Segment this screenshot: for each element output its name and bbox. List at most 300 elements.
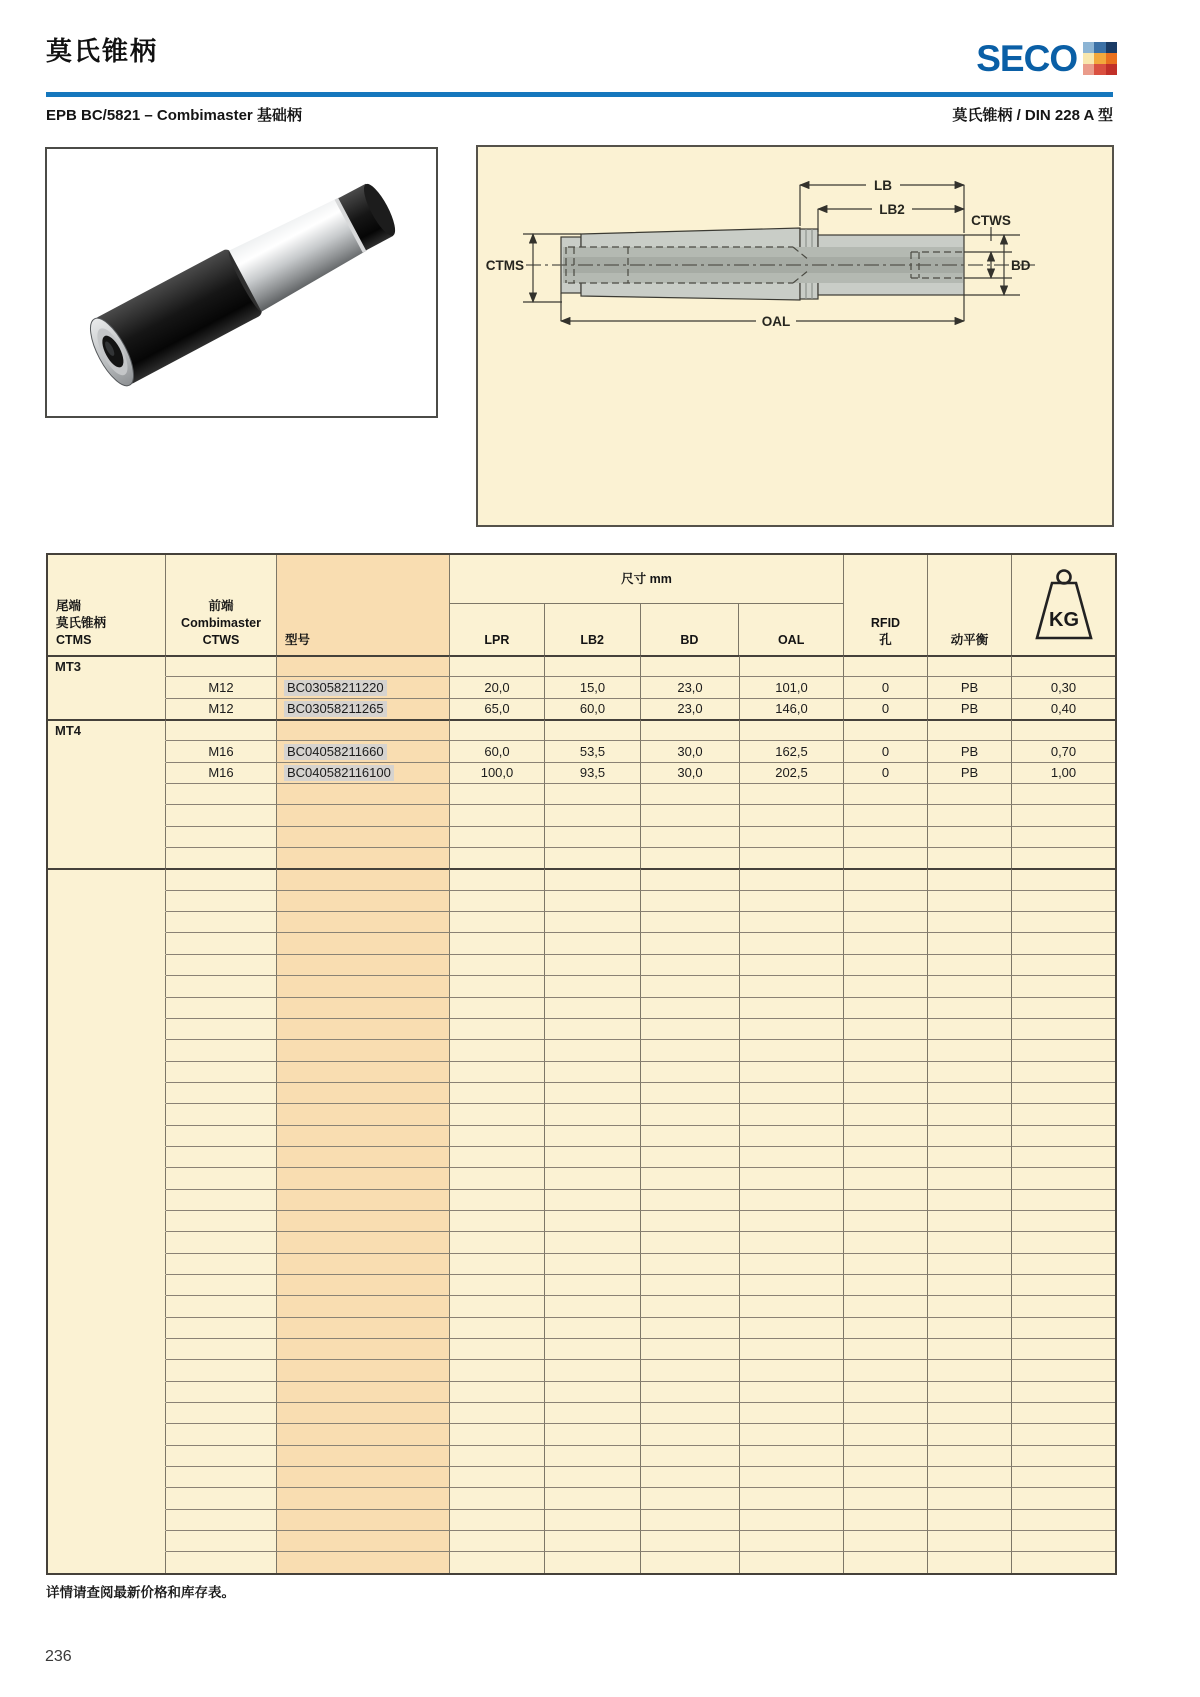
- cell-bd: 30,0: [641, 762, 740, 783]
- cell-model: [277, 1338, 450, 1359]
- cell-model: [277, 1487, 450, 1508]
- section-row-MT3: [48, 655, 1115, 676]
- product-row: [48, 698, 1115, 719]
- cell-rfid: [844, 1551, 928, 1572]
- product-photo-image: [47, 149, 436, 416]
- cell-lpr: [450, 997, 545, 1018]
- cell-oal: [740, 1274, 844, 1295]
- cell-rfid: [844, 1125, 928, 1146]
- cell-oal: [740, 1210, 844, 1231]
- sub-header: [46, 104, 1113, 125]
- header-ctms: 尾端 莫氏锥柄 CTMS: [48, 555, 166, 655]
- cell-ctms: [48, 1445, 166, 1466]
- cell-rfid: [844, 1103, 928, 1124]
- product-table: [46, 553, 1117, 1575]
- cell-lb2: [545, 1445, 641, 1466]
- cell-ctws: [166, 890, 277, 911]
- cell-ctws: [166, 997, 277, 1018]
- cell-ctws: [166, 1039, 277, 1060]
- cell-model: [277, 932, 450, 953]
- empty-row: [48, 954, 1115, 975]
- header-lb2: LB2: [545, 604, 641, 655]
- cell-oal: [740, 1402, 844, 1423]
- cell-ctms: [48, 1146, 166, 1167]
- svg-text:KG: KG: [1048, 609, 1079, 631]
- cell-lpr: [450, 1551, 545, 1572]
- header-rule: [46, 92, 1113, 97]
- cell-balance: [928, 997, 1012, 1018]
- cell-bd: [641, 997, 740, 1018]
- cell-bd: [641, 1189, 740, 1210]
- cell-model: [277, 1295, 450, 1316]
- cell-kg: [1012, 1189, 1115, 1210]
- cell-bd: [641, 1295, 740, 1316]
- cell-kg: 1,00: [1012, 762, 1115, 783]
- cell-rfid: [844, 1295, 928, 1316]
- cell-lb2: [545, 1061, 641, 1082]
- cell-balance: [928, 1103, 1012, 1124]
- header-dim-mm: 尺寸 mm: [450, 555, 843, 604]
- cell-lpr: [450, 890, 545, 911]
- cell-rfid: [844, 1167, 928, 1188]
- cell-lpr: [450, 1423, 545, 1444]
- cell-balance: [928, 1487, 1012, 1508]
- cell-lpr: [450, 1402, 545, 1423]
- cell-model: [277, 1082, 450, 1103]
- cell-model: [277, 1103, 450, 1124]
- cell-lb2: [545, 719, 641, 740]
- cell-lpr: [450, 1061, 545, 1082]
- cell-lb2: [545, 1487, 641, 1508]
- cell-balance: [928, 1423, 1012, 1444]
- cell-balance: [928, 719, 1012, 740]
- cell-bd: [641, 1509, 740, 1530]
- empty-row: [48, 932, 1115, 953]
- cell-bd: [641, 1274, 740, 1295]
- cell-model: [277, 1317, 450, 1338]
- empty-row: [48, 1125, 1115, 1146]
- cell-ctms: [48, 1509, 166, 1530]
- cell-lpr: [450, 1231, 545, 1252]
- cell-lpr: [450, 1359, 545, 1380]
- cell-ctws: [166, 719, 277, 740]
- cell-ctws: [166, 1103, 277, 1124]
- cell-rfid: [844, 1338, 928, 1359]
- cell-lpr: [450, 1082, 545, 1103]
- empty-row: [48, 1167, 1115, 1188]
- cell-bd: [641, 1445, 740, 1466]
- cell-rfid: [844, 954, 928, 975]
- cell-bd: [641, 1167, 740, 1188]
- cell-lb2: [545, 804, 641, 825]
- cell-rfid: [844, 1253, 928, 1274]
- logo-square-0-0: [1083, 42, 1094, 53]
- cell-lpr: [450, 1253, 545, 1274]
- cell-rfid: [844, 719, 928, 740]
- cell-oal: [740, 1295, 844, 1316]
- cell-lb2: [545, 1338, 641, 1359]
- cell-lb2: [545, 911, 641, 932]
- cell-lb2: [545, 1018, 641, 1039]
- cell-ctms: [48, 1018, 166, 1039]
- cell-bd: [641, 1231, 740, 1252]
- cell-kg: [1012, 890, 1115, 911]
- table-header: [48, 555, 1115, 655]
- cell-ctms: [48, 1274, 166, 1295]
- cell-rfid: 0: [844, 762, 928, 783]
- cell-ctws: [166, 1231, 277, 1252]
- cell-bd: [641, 1402, 740, 1423]
- cell-kg: [1012, 1018, 1115, 1039]
- cell-oal: [740, 1338, 844, 1359]
- cell-model: [277, 1018, 450, 1039]
- cell-kg: [1012, 1445, 1115, 1466]
- cell-ctws: [166, 1338, 277, 1359]
- cell-rfid: [844, 911, 928, 932]
- cell-kg: [1012, 1466, 1115, 1487]
- cell-lb2: [545, 1530, 641, 1551]
- empty-row: [48, 1018, 1115, 1039]
- cell-kg: [1012, 1125, 1115, 1146]
- cell-ctms: [48, 1039, 166, 1060]
- cell-ctms: [48, 1189, 166, 1210]
- empty-row: [48, 1402, 1115, 1423]
- cell-ctws: [166, 1253, 277, 1274]
- cell-bd: 23,0: [641, 698, 740, 719]
- empty-row: [48, 1551, 1115, 1572]
- model-code: BC04058211660: [284, 744, 387, 760]
- cell-balance: [928, 1018, 1012, 1039]
- cell-lb2: [545, 1082, 641, 1103]
- cell-balance: [928, 890, 1012, 911]
- cell-kg: [1012, 1167, 1115, 1188]
- cell-oal: [740, 932, 844, 953]
- cell-rfid: [844, 783, 928, 804]
- cell-oal: [740, 1423, 844, 1444]
- cell-bd: [641, 1487, 740, 1508]
- cell-model: [277, 1061, 450, 1082]
- cell-balance: [928, 975, 1012, 996]
- cell-ctms: [48, 1125, 166, 1146]
- cell-ctms: MT3: [48, 655, 166, 676]
- cell-balance: [928, 868, 1012, 889]
- cell-bd: [641, 655, 740, 676]
- cell-oal: [740, 1253, 844, 1274]
- lb2-label: LB2: [879, 202, 905, 217]
- cell-kg: 0,70: [1012, 740, 1115, 761]
- cell-model: [277, 1146, 450, 1167]
- cell-model: [277, 1125, 450, 1146]
- cell-balance: [928, 1061, 1012, 1082]
- cell-balance: PB: [928, 698, 1012, 719]
- cell-ctms: [48, 676, 166, 697]
- dimension-drawing: [478, 147, 1112, 525]
- cell-ctms: [48, 1381, 166, 1402]
- cell-ctws: [166, 1423, 277, 1444]
- cell-lb2: [545, 826, 641, 847]
- cell-ctms: [48, 997, 166, 1018]
- cell-balance: [928, 1466, 1012, 1487]
- section-row-MT4: [48, 719, 1115, 740]
- cell-kg: [1012, 719, 1115, 740]
- cell-lb2: [545, 847, 641, 868]
- cell-balance: [928, 804, 1012, 825]
- cell-kg: [1012, 1423, 1115, 1444]
- cell-balance: [928, 783, 1012, 804]
- cell-kg: [1012, 804, 1115, 825]
- cell-ctms: [48, 1295, 166, 1316]
- cell-ctms: [48, 1466, 166, 1487]
- seco-logo-text: SECO: [976, 38, 1078, 79]
- cell-ctms: [48, 975, 166, 996]
- cell-ctws: [166, 1167, 277, 1188]
- empty-row: [48, 1210, 1115, 1231]
- kg-weight-icon: [1035, 568, 1093, 642]
- cell-kg: [1012, 1402, 1115, 1423]
- cell-model: [277, 1381, 450, 1402]
- cell-rfid: 0: [844, 740, 928, 761]
- bd-label: BD: [1011, 258, 1031, 273]
- cell-oal: [740, 1487, 844, 1508]
- cell-rfid: [844, 1274, 928, 1295]
- cell-rfid: 0: [844, 676, 928, 697]
- cell-lb2: [545, 1103, 641, 1124]
- oal-label: OAL: [761, 314, 791, 329]
- cell-balance: [928, 1338, 1012, 1359]
- cell-rfid: [844, 932, 928, 953]
- cell-oal: [740, 1082, 844, 1103]
- cell-bd: [641, 1551, 740, 1572]
- cell-bd: [641, 1103, 740, 1124]
- cell-ctws: [166, 1381, 277, 1402]
- cell-rfid: [844, 1509, 928, 1530]
- cell-lb2: 53,5: [545, 740, 641, 761]
- cell-ctms: [48, 1167, 166, 1188]
- cell-rfid: [844, 1061, 928, 1082]
- cell-balance: [928, 1146, 1012, 1167]
- header-bd: BD: [641, 604, 740, 655]
- empty-row: [48, 1231, 1115, 1252]
- cell-oal: [740, 1125, 844, 1146]
- cell-kg: [1012, 1039, 1115, 1060]
- cell-ctms: [48, 1338, 166, 1359]
- cell-lpr: [450, 1210, 545, 1231]
- seco-logo-squares-icon: [1083, 42, 1117, 76]
- cell-ctws: [166, 655, 277, 676]
- cell-lb2: 60,0: [545, 698, 641, 719]
- cell-kg: [1012, 1103, 1115, 1124]
- cell-lpr: [450, 1530, 545, 1551]
- cell-balance: [928, 1082, 1012, 1103]
- empty-row: [48, 826, 1115, 847]
- cell-rfid: [844, 1445, 928, 1466]
- logo-square-0-2: [1106, 42, 1117, 53]
- cell-lb2: [545, 1125, 641, 1146]
- ctms-label: CTMS: [485, 258, 524, 273]
- empty-row: [48, 1253, 1115, 1274]
- cell-kg: [1012, 1231, 1115, 1252]
- cell-bd: [641, 890, 740, 911]
- cell-oal: [740, 1061, 844, 1082]
- cell-lb2: 93,5: [545, 762, 641, 783]
- header-rfid: RFID 孔: [844, 555, 928, 655]
- cell-bd: [641, 719, 740, 740]
- cell-ctws: [166, 826, 277, 847]
- page-title: 莫氏锥柄: [46, 36, 159, 66]
- empty-row: [48, 783, 1115, 804]
- cell-bd: [641, 783, 740, 804]
- cell-model: [277, 698, 450, 719]
- cell-ctws: [166, 1082, 277, 1103]
- cell-kg: [1012, 1530, 1115, 1551]
- cell-balance: [928, 1253, 1012, 1274]
- logo-square-2-2: [1106, 64, 1117, 75]
- empty-row: [48, 975, 1115, 996]
- cell-bd: [641, 1317, 740, 1338]
- cell-model: [277, 911, 450, 932]
- cell-kg: 0,40: [1012, 698, 1115, 719]
- cell-kg: [1012, 826, 1115, 847]
- logo-square-1-0: [1083, 53, 1094, 64]
- cell-bd: 30,0: [641, 740, 740, 761]
- cell-bd: [641, 1359, 740, 1380]
- cell-model: [277, 1466, 450, 1487]
- cell-model: [277, 1231, 450, 1252]
- cell-bd: [641, 1530, 740, 1551]
- page-number: 236: [45, 1648, 72, 1665]
- cell-oal: [740, 1359, 844, 1380]
- cell-bd: [641, 1210, 740, 1231]
- cell-rfid: [844, 890, 928, 911]
- cell-bd: [641, 1018, 740, 1039]
- cell-balance: [928, 1551, 1012, 1572]
- cell-rfid: [844, 1487, 928, 1508]
- cell-oal: [740, 1103, 844, 1124]
- cell-rfid: [844, 1359, 928, 1380]
- cell-model: [277, 1274, 450, 1295]
- cell-model: [277, 1189, 450, 1210]
- empty-row: [48, 1381, 1115, 1402]
- cell-model: [277, 1445, 450, 1466]
- cell-oal: [740, 1231, 844, 1252]
- cell-rfid: [844, 1146, 928, 1167]
- cell-oal: [740, 826, 844, 847]
- cell-ctms: [48, 1423, 166, 1444]
- cell-ctws: [166, 1125, 277, 1146]
- cell-lpr: 60,0: [450, 740, 545, 761]
- cell-lb2: [545, 1466, 641, 1487]
- cell-oal: [740, 1466, 844, 1487]
- cell-oal: 146,0: [740, 698, 844, 719]
- cell-balance: [928, 1381, 1012, 1402]
- cell-lb2: [545, 1039, 641, 1060]
- cell-ctms: [48, 1082, 166, 1103]
- empty-row: [48, 1423, 1115, 1444]
- cell-balance: [928, 655, 1012, 676]
- cell-lpr: [450, 847, 545, 868]
- cell-lpr: 100,0: [450, 762, 545, 783]
- cell-bd: [641, 1381, 740, 1402]
- cell-bd: [641, 826, 740, 847]
- empty-row: [48, 1317, 1115, 1338]
- cell-lb2: [545, 932, 641, 953]
- cell-oal: 162,5: [740, 740, 844, 761]
- header-model: 型号: [277, 555, 450, 655]
- cell-ctws: M12: [166, 698, 277, 719]
- header-balance: 动平衡: [928, 555, 1012, 655]
- cell-rfid: 0: [844, 698, 928, 719]
- product-row: [48, 676, 1115, 697]
- cell-rfid: [844, 1018, 928, 1039]
- cell-oal: [740, 1551, 844, 1572]
- cell-lpr: [450, 1039, 545, 1060]
- empty-row: [48, 868, 1115, 889]
- cell-rfid: [844, 868, 928, 889]
- cell-lpr: [450, 975, 545, 996]
- cell-lb2: [545, 1551, 641, 1572]
- cell-rfid: [844, 1530, 928, 1551]
- empty-row: [48, 1509, 1115, 1530]
- cell-oal: [740, 719, 844, 740]
- footnote: 详情请查阅最新价格和库存表。: [46, 1585, 235, 1600]
- cell-lpr: [450, 1381, 545, 1402]
- cell-kg: [1012, 911, 1115, 932]
- cell-ctws: [166, 1487, 277, 1508]
- cell-bd: [641, 954, 740, 975]
- cell-lpr: [450, 1146, 545, 1167]
- cell-lb2: [545, 1167, 641, 1188]
- cell-lpr: [450, 1167, 545, 1188]
- cell-balance: [928, 1445, 1012, 1466]
- series-title: EPB BC/5821 – Combimaster 基础柄: [46, 107, 302, 124]
- cell-ctws: [166, 1274, 277, 1295]
- cell-ctws: [166, 783, 277, 804]
- cell-bd: [641, 1125, 740, 1146]
- cell-oal: [740, 997, 844, 1018]
- cell-balance: [928, 847, 1012, 868]
- cell-lpr: [450, 1274, 545, 1295]
- cell-lb2: [545, 1210, 641, 1231]
- cell-lb2: [545, 1295, 641, 1316]
- cell-balance: [928, 1274, 1012, 1295]
- cell-rfid: [844, 997, 928, 1018]
- cell-oal: [740, 868, 844, 889]
- cell-lpr: [450, 1445, 545, 1466]
- cell-lpr: [450, 1189, 545, 1210]
- cell-balance: [928, 1125, 1012, 1146]
- cell-lb2: [545, 1146, 641, 1167]
- cell-ctms: [48, 762, 166, 783]
- cell-ctms: [48, 1231, 166, 1252]
- cell-model: [277, 1402, 450, 1423]
- cell-rfid: [844, 1231, 928, 1252]
- cell-rfid: [844, 826, 928, 847]
- cell-lpr: [450, 868, 545, 889]
- product-photo: [45, 147, 438, 418]
- logo-square-2-0: [1083, 64, 1094, 75]
- cell-balance: [928, 1210, 1012, 1231]
- cell-rfid: [844, 655, 928, 676]
- cell-bd: [641, 804, 740, 825]
- cell-kg: [1012, 1487, 1115, 1508]
- cell-oal: [740, 1146, 844, 1167]
- cell-model: [277, 847, 450, 868]
- cell-rfid: [844, 1317, 928, 1338]
- cell-ctms: [48, 911, 166, 932]
- empty-row: [48, 1039, 1115, 1060]
- cell-model: [277, 783, 450, 804]
- cell-ctws: [166, 1445, 277, 1466]
